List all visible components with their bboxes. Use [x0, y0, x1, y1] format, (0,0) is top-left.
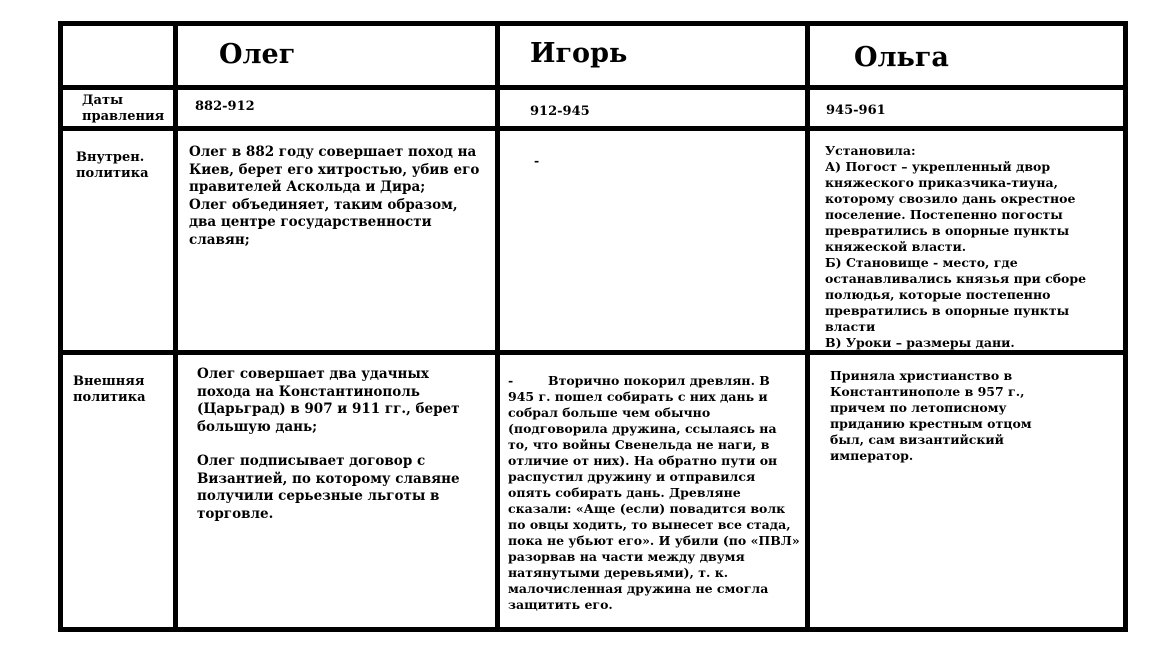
internal-olga-cell	[810, 131, 1123, 350]
external-oleg-text	[197, 366, 477, 523]
dates-igor: 912-945	[530, 104, 590, 119]
header-igor: Игорь	[530, 38, 628, 69]
external-oleg-p1: Олег совершает два удачных похода на Константинополь (Царьград) в 907 и 911 гг., берет большую дань;	[197, 366, 460, 435]
header-oleg: Олег	[219, 39, 296, 70]
dates-oleg-cell	[178, 90, 495, 126]
internal-igor-cell	[500, 131, 805, 350]
internal-label: Внутрен. политика	[76, 150, 149, 181]
external-label: Внешняя политика	[73, 374, 146, 405]
internal-oleg-p2: Олег объединяет, таким образом, два центре государственности славян;	[189, 196, 458, 248]
external-igor-cell	[500, 355, 805, 627]
internal-olga-p3: Б) Становище - место, где останавливались князья при сборе полюдья, которые постепенно превратились в опорные пункты власти	[825, 255, 1087, 334]
dates-olga: 945-961	[826, 103, 886, 118]
external-igor-text: - Вторично покорил древлян. В 945 г. пошел собирать с них дань и собрал больше чем обычно (подговорила дружина, ссылаясь на то, что войны Свенельда не наги, в отличие от них). На обратно пути он распустил дружину и отправился опять собирать дань. Древляне сказали: «Аще (если) повадится волк по овцы ходить, то вынесет все стада, пока не убьют его». И убили (по «ПВЛ» разорвав на части между двумя натянутыми деревьями), т. к. малочисленная дружина не смогла защитить его.	[508, 373, 804, 612]
internal-olga-p1: Установила:	[825, 143, 916, 158]
internal-oleg-cell	[178, 131, 495, 350]
header-oleg-cell	[178, 26, 495, 85]
header-corner-cell	[63, 26, 173, 85]
dates-olga-cell	[810, 90, 1123, 126]
dates-oleg: 882-912	[195, 99, 255, 114]
internal-label-cell	[63, 131, 173, 350]
internal-oleg-p1: Олег в 882 году совершает поход на Киев, берет его хитростью, убив его правителей Аскольда и Дира;	[189, 144, 480, 195]
internal-igor-text: -	[534, 153, 540, 168]
external-oleg-cell	[178, 355, 495, 627]
internal-olga-p2: А) Погост – укрепленный двор княжеского приказчика-тиуна, которому свозило дань окрестное поселение. Постепенно погосты превратились в опорные пункты княжеской власти.	[825, 159, 1076, 254]
external-olga-cell	[810, 355, 1123, 627]
header-olga-cell	[810, 26, 1123, 85]
header-olga: Ольга	[854, 42, 949, 73]
header-igor-cell	[500, 26, 805, 85]
external-olga-text: Приняла христианство в Константинополе в 957 г., причем по летописному приданию крестным отцом был, сам византийский император.	[830, 368, 1032, 463]
external-oleg-p2: Олег подписывает договор с Византией, по которому славяне получили серьезные льготы в торговле.	[197, 453, 460, 522]
dates-igor-cell	[500, 90, 805, 126]
external-label-cell	[63, 355, 173, 627]
dates-label-cell	[63, 90, 173, 126]
internal-olga-text	[825, 143, 1115, 350]
internal-olga-p4: В) Уроки – размеры дани.	[825, 335, 1015, 350]
internal-oleg-text	[189, 144, 487, 249]
dates-label: Даты правления	[82, 93, 165, 124]
